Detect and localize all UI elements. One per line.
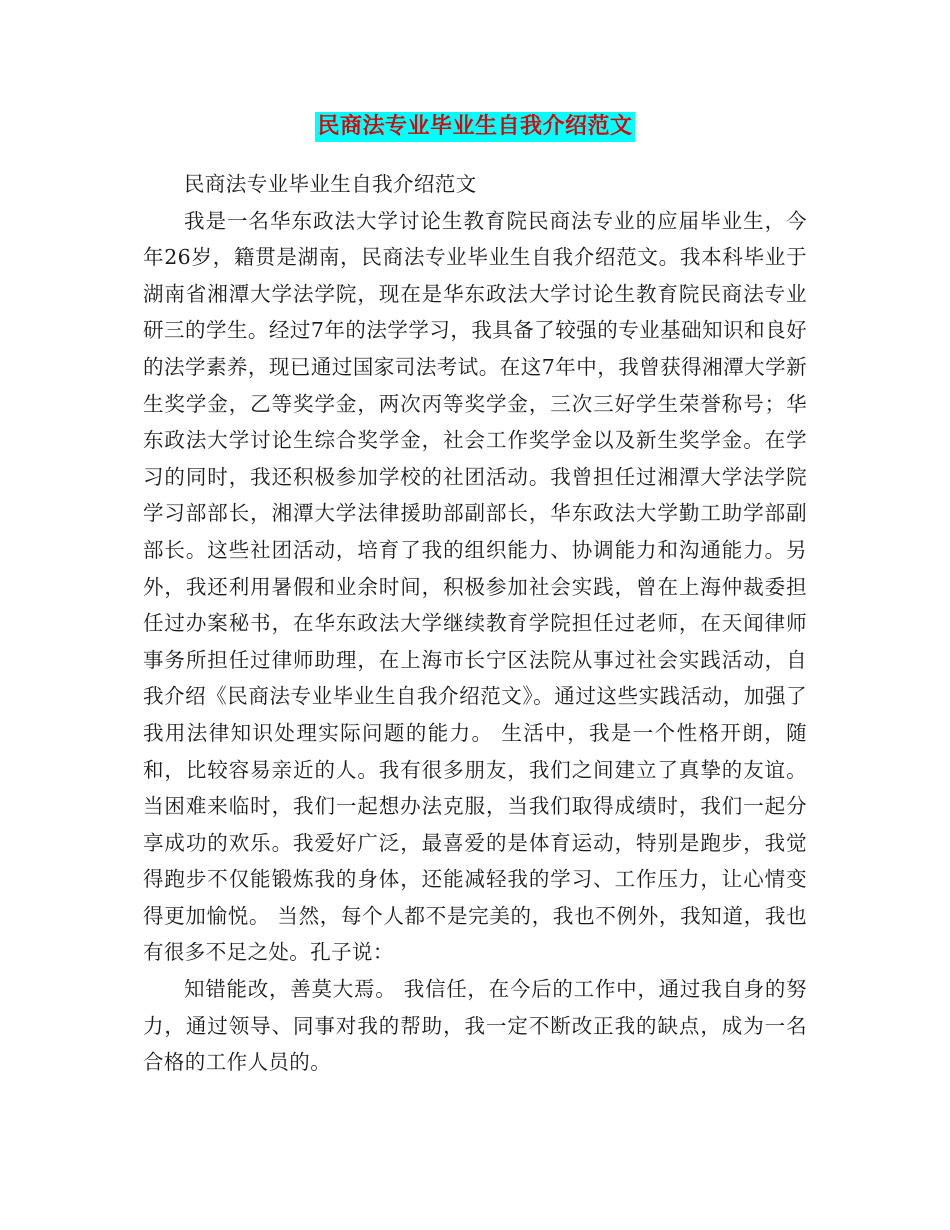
- title-container: [0, 112, 950, 142]
- closing-paragraph: 知错能改，善莫大焉。 我信任，在今后的工作中，通过我自身的努力，通过领导、同事对我的帮助，我一定不断改正我的缺点，成为一名合格的工作人员的。: [143, 977, 807, 1075]
- document-title: 民商法专业毕业生自我介绍范文: [315, 112, 634, 142]
- main-paragraph: 我是一名华东政法大学讨论生教育院民商法专业的应届毕业生，今年26岁，籍贯是湖南，民商法专业毕业生自我介绍范文。我本科毕业于湖南省湘潭大学法学院，现在是华东政法大学讨论生教育院民商法专业研三的学生。经过7年的法学学习，我具备了较强的专业基础知识和良好的法学素养，现已通过国家司法考试。在这7年中，我曾获得湘潭大学新生奖学金，乙等奖学金，两次丙等奖学金，三次三好学生荣誉称号；华东政法大学讨论生综合奖学金，社会工作奖学金以及新生奖学金。在学习的同时，我还积极参加学校的社团活动。我曾担任过湘潭大学法学院学习部部长，湘潭大学法律援助部副部长，华东政法大学勤工助学部副部长。这些社团活动，培育了我的组织能力、协调能力和沟通能力。另外，我还利用暑假和业余时间，积极参加社会实践，曾在上海仲裁委担任过办案秘书，在华东政法大学继续教育学院担任过老师，在天闻律师事务所担任过律师助理，在上海市长宁区法院从事过社会实践活动，自我介绍《民商法专业毕业生自我介绍范文》。通过这些实践活动，加强了我用法律知识处理实际问题的能力。 生活中，我是一个性格开朗，随和，比较容易亲近的人。我有很多朋友，我们之间建立了真挚的友谊。当困难来临时，我们一起想办法克服，当我们取得成绩时，我们一起分享成功的欢乐。我爱好广泛，最喜爱的是体育运动，特别是跑步，我觉得跑步不仅能锻炼我的身体，还能减轻我的学习、工作压力，让心情变得更加愉悦。 当然，每个人都不是完美的，我也不例外，我知道，我也有很多不足之处。孔子说：: [143, 208, 807, 965]
- subtitle-paragraph: 民商法专业毕业生自我介绍范文: [184, 172, 477, 196]
- document-body: [143, 166, 807, 1081]
